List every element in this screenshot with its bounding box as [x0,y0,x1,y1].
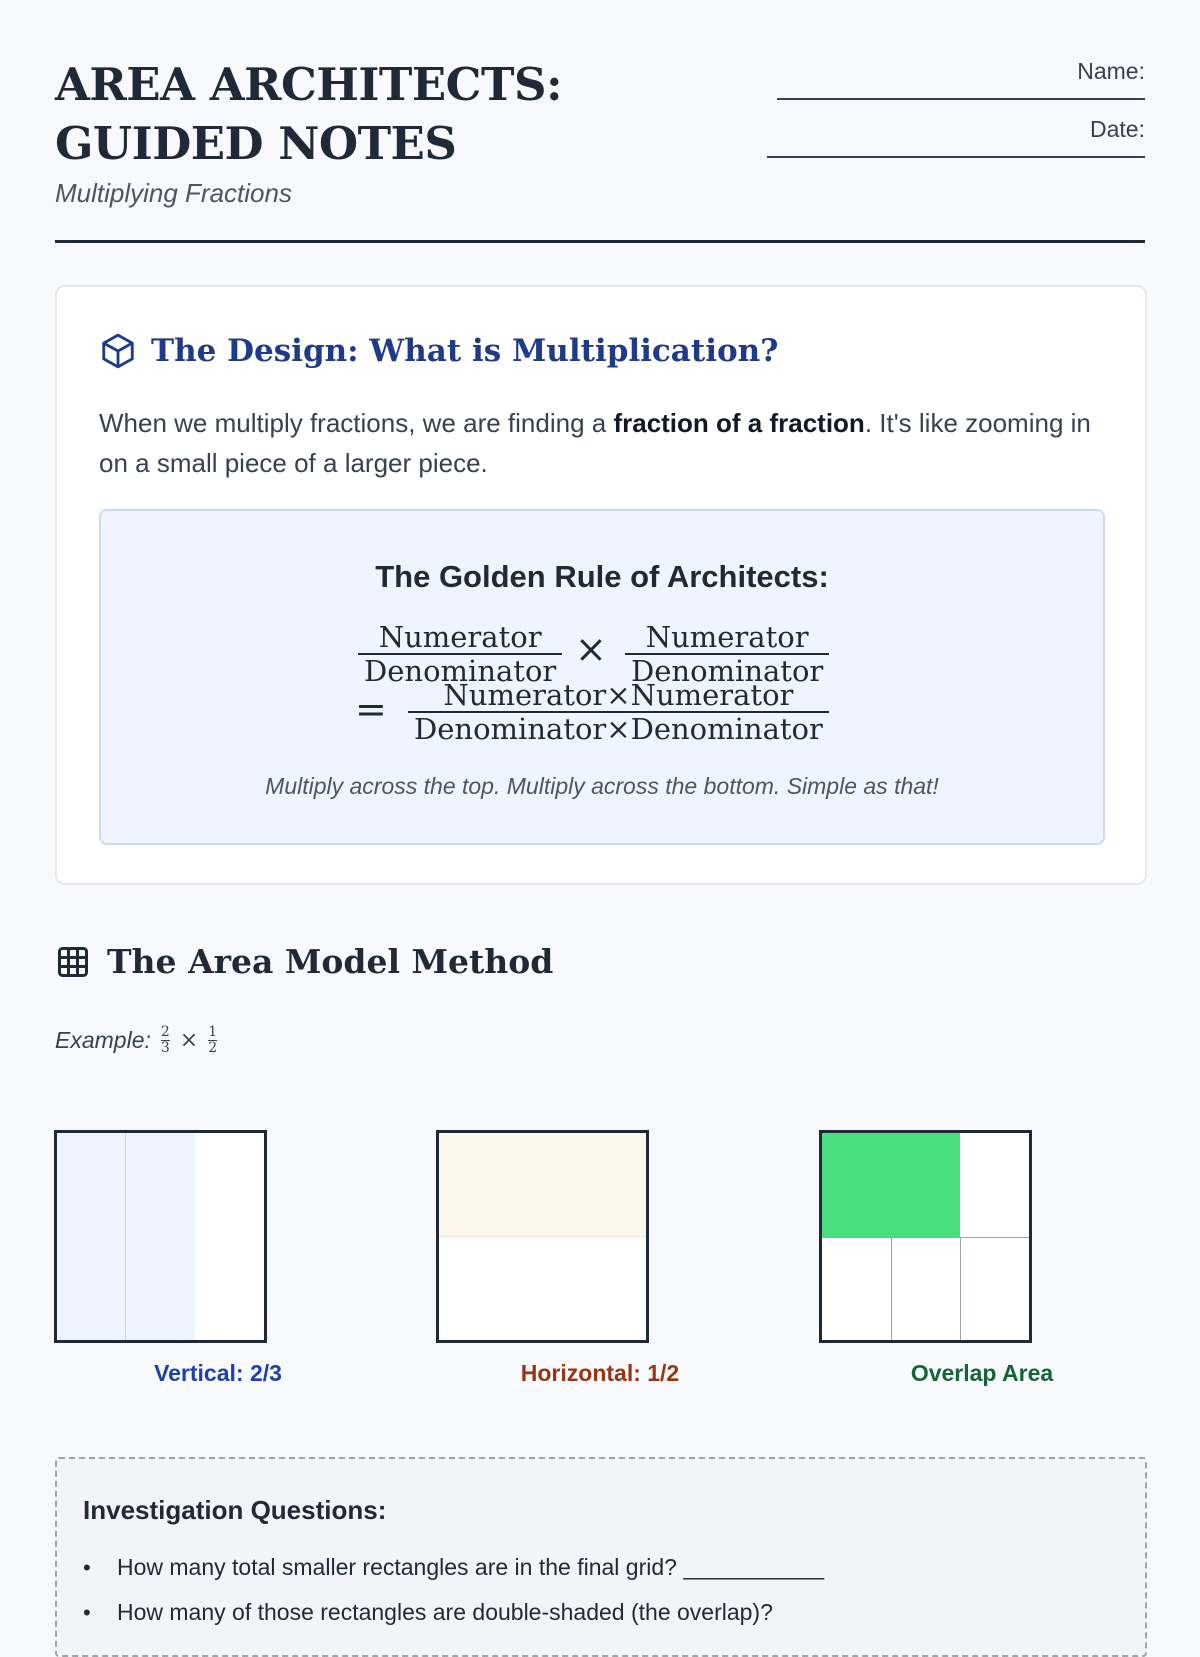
example-fraction [161,1025,170,1056]
grid-icon [55,944,91,980]
design-text-part: . It's like zooming in on a small piece of a larger piece. [99,408,1091,478]
shaded-column [126,1133,195,1340]
horizontal-model [436,1130,649,1343]
grid-line [822,1237,1029,1238]
design-text-part: When we multiply fractions, we are finding a [99,408,614,438]
times-sign: × [575,627,607,671]
grid-line [960,1237,961,1340]
example-fraction [208,1025,217,1056]
shaded-row [439,1133,646,1237]
header [55,0,1145,243]
question-item: • How many total smaller rectangles are in the final grid? ___________ [83,1545,824,1590]
horizontal-model-label: Horizontal: 1/2 [520,1360,680,1386]
vertical-model-label: Vertical: 2/3 [154,1360,282,1386]
rule-title: The Golden Rule of Architects: [375,559,829,594]
questions-list [83,1545,824,1635]
page-subtitle: Multiplying Fractions [55,178,292,208]
rule-note: Multiply across the top. Multiply across the bottom. Simple as that! [265,773,939,799]
date-label: Date: [1090,116,1145,142]
name-line[interactable] [777,98,1145,100]
student-info [765,58,1145,174]
formula-denominator: Denominator [625,653,829,687]
design-title: The Design: What is Multiplication? [151,333,779,369]
cube-icon [99,332,137,370]
example-numerator: 1 [208,1024,218,1040]
formula [101,621,1103,751]
formula-denominator: Denominator [358,653,562,687]
investigation-questions [55,1457,1147,1657]
overlap-model-label: Overlap Area [910,1360,1054,1386]
design-card [55,285,1147,885]
example-denominator: 2 [208,1040,218,1056]
formula-numerator: Numerator [378,620,542,654]
formula-combined-denominator: Denominator×Denominator [408,711,829,745]
questions-title: Investigation Questions: [83,1495,387,1525]
design-text-bold: fraction of a fraction [613,408,865,438]
example-times: × [179,1028,199,1053]
area-model-heading [55,942,553,981]
design-heading [99,332,778,370]
overlap-model [819,1130,1032,1343]
page-title: AREA ARCHITECTS: GUIDED NOTES [55,58,563,170]
area-model-title: The Area Model Method [107,942,554,981]
example-label: Example: [55,1027,151,1053]
golden-rule-box [99,509,1105,845]
example-numerator: 2 [160,1024,170,1040]
date-line[interactable] [767,156,1145,158]
name-label: Name: [1077,58,1145,84]
shaded-column [57,1133,126,1340]
vertical-model [54,1130,267,1343]
design-text [99,403,1099,483]
formula-combined-numerator: Numerator×Numerator [443,678,794,712]
grid-line [891,1237,892,1340]
example-line [55,1025,221,1056]
equals-sign: = [355,687,387,731]
formula-numerator: Numerator [645,620,809,654]
formula-result-fraction [408,679,829,745]
overlap-region [822,1133,960,1237]
question-item: • How many of those rectangles are double-shaded (the overlap)? [83,1590,824,1635]
example-denominator: 3 [160,1040,170,1056]
